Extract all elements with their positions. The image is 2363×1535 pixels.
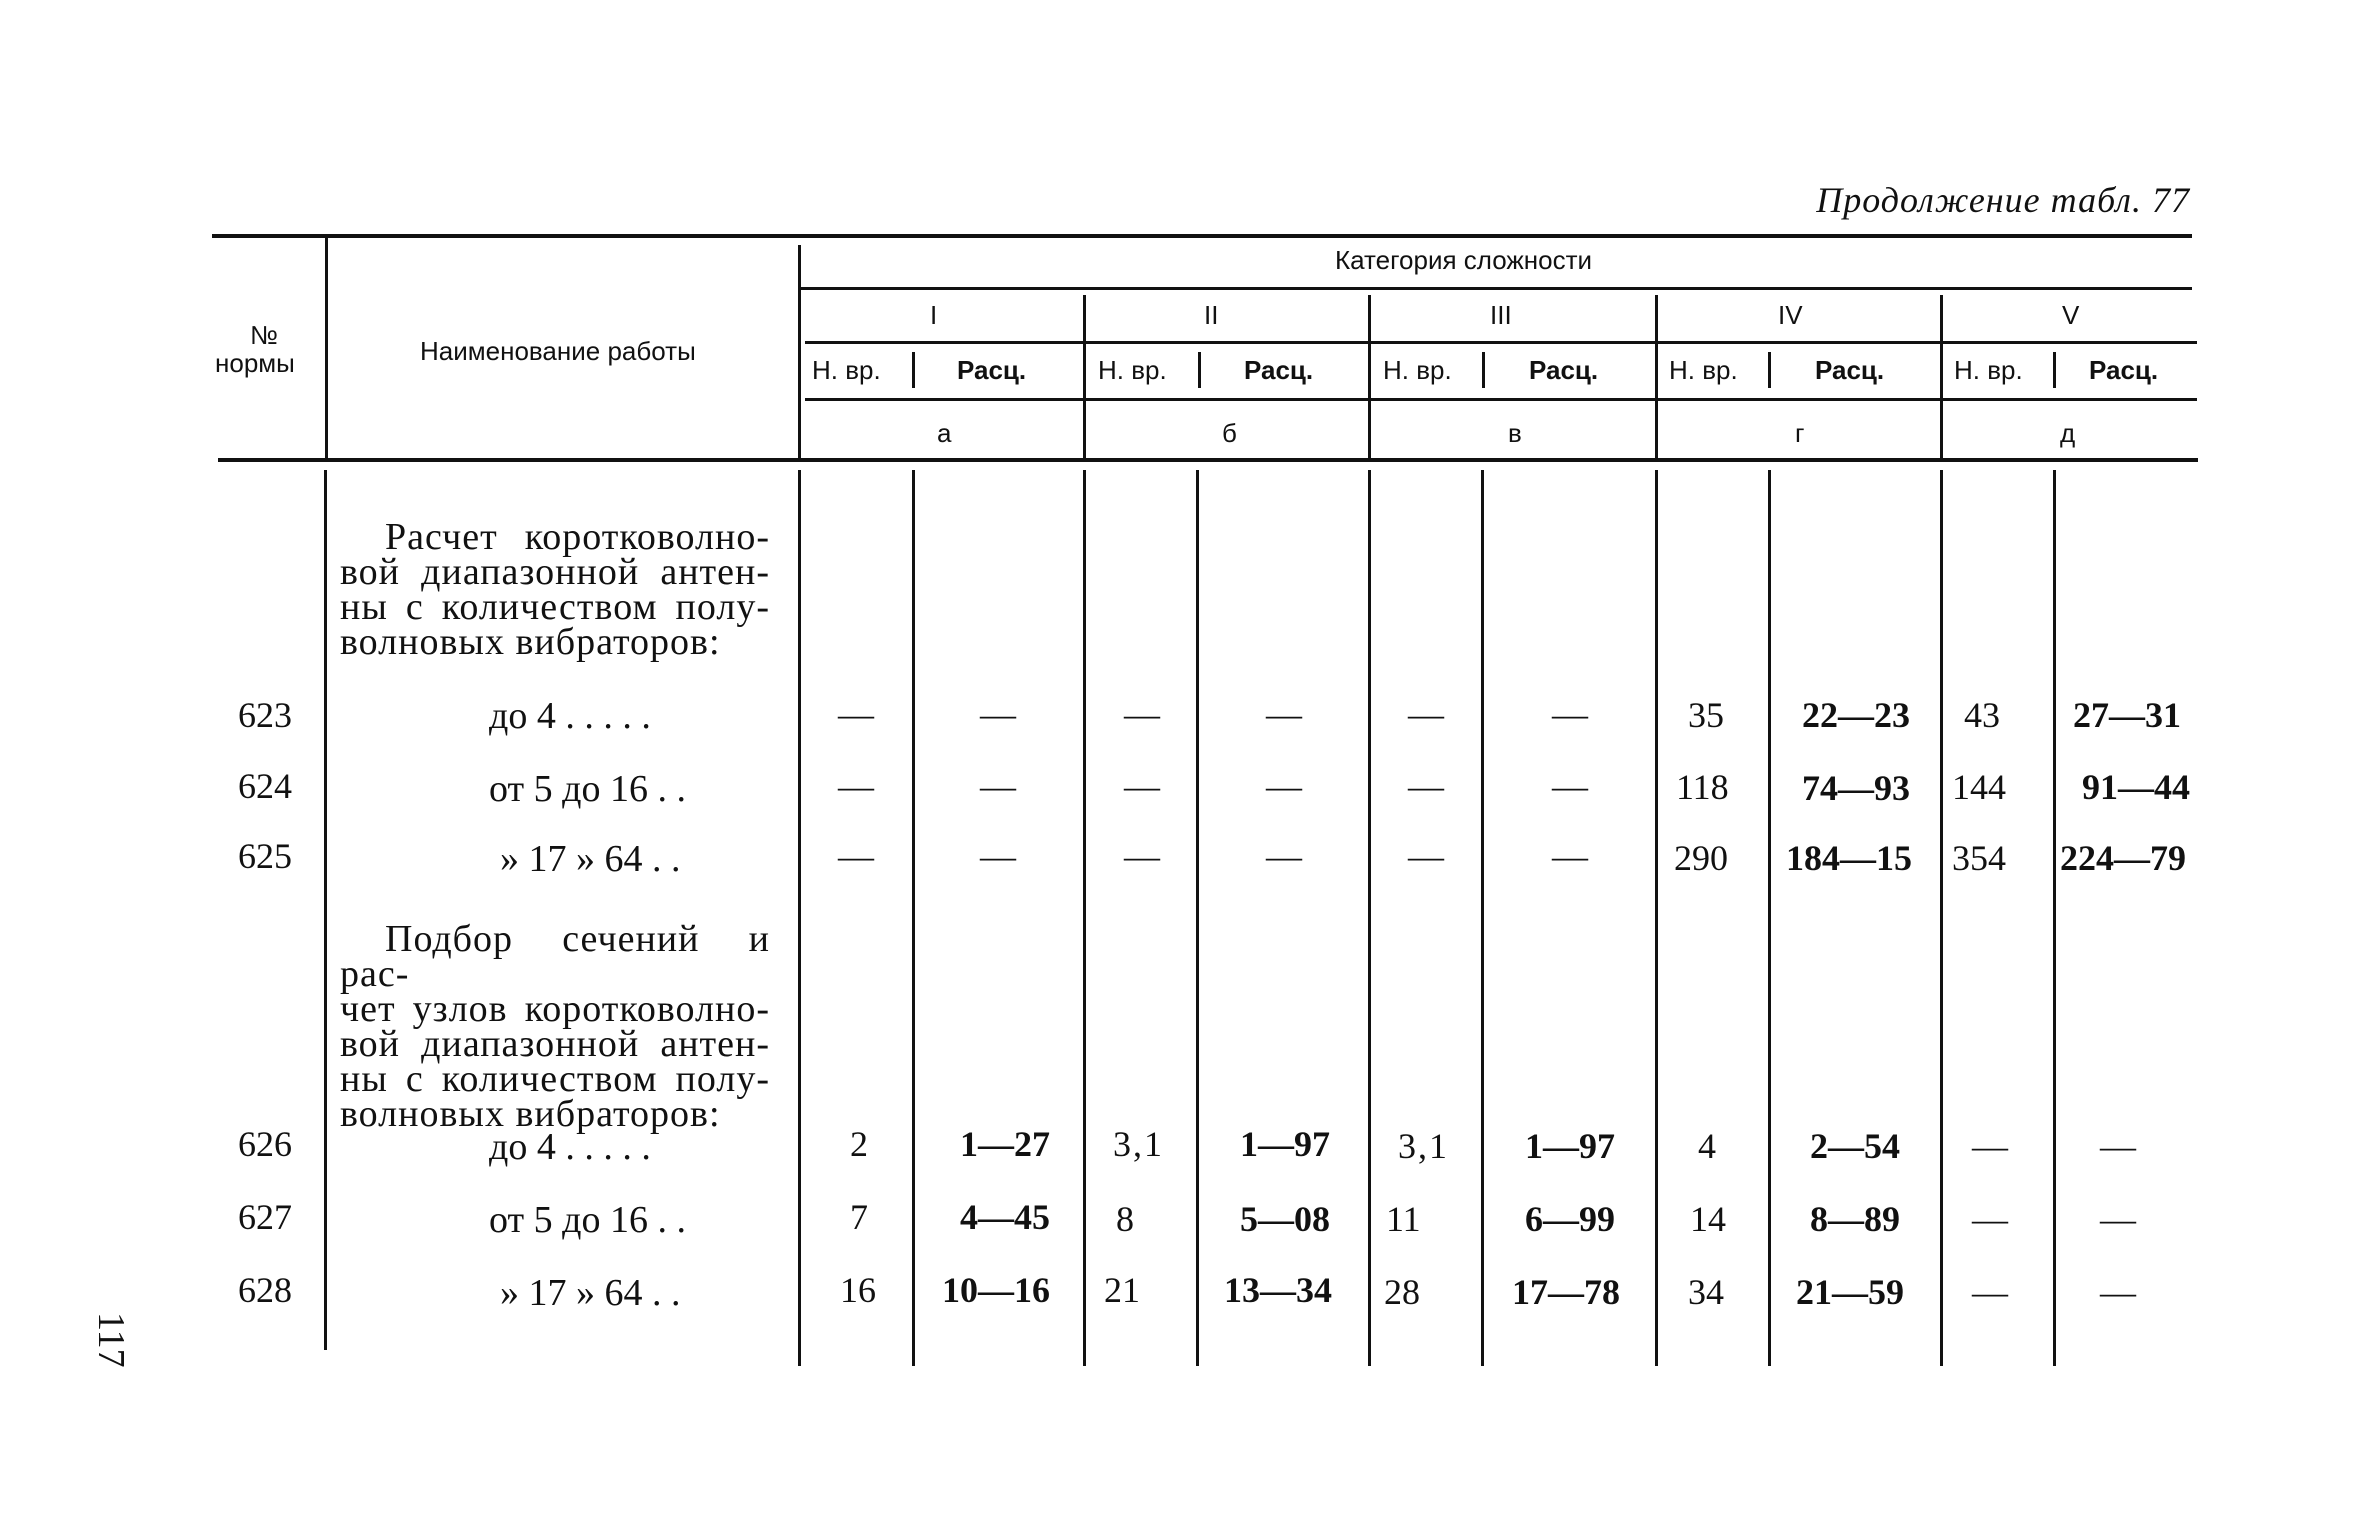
cell-time-5: 354 <box>1952 838 2006 878</box>
cell-rate-4: 2—54 <box>1810 1126 1900 1166</box>
cell-rate-5: 91—44 <box>2082 767 2190 807</box>
cell-rate-1: 4—45 <box>960 1197 1050 1237</box>
category-2: II <box>1204 300 1219 330</box>
row-no: 623 <box>238 695 292 735</box>
section-title-selection: Подбор сечений и рас- чет узлов коротковолно- вой диапазонной антен- ны с количеством полу- волновых вибраторов: <box>340 918 770 1135</box>
cell-rate-5: 224—79 <box>2060 838 2186 878</box>
cell-rate-3: 1—97 <box>1525 1126 1615 1166</box>
cell-time-4: 290 <box>1674 838 1728 878</box>
cell-rate-3: — <box>1552 836 1588 876</box>
sub-time-1: Н. вр. <box>812 355 881 385</box>
row-no: 626 <box>238 1124 292 1164</box>
letter-b: б <box>1222 418 1237 448</box>
cell-time-3: 28 <box>1384 1272 1420 1312</box>
sub-sep-3 <box>1482 352 1485 388</box>
cell-rate-4: 8—89 <box>1810 1199 1900 1239</box>
body-divider-10 <box>2053 470 2056 1366</box>
cell-time-3: 11 <box>1386 1199 1421 1239</box>
cell-rate-2: — <box>1266 766 1302 806</box>
header-top-rule <box>212 234 2192 238</box>
sub-time-4: Н. вр. <box>1669 355 1738 385</box>
cell-rate-2: — <box>1266 694 1302 734</box>
cell-time-4: 14 <box>1690 1199 1726 1239</box>
cell-rate-4: 22—23 <box>1802 695 1910 735</box>
row-name: от 5 до 16 . . <box>489 768 686 810</box>
letter-g: г <box>1795 418 1805 448</box>
cell-time-3: 3,1 <box>1398 1126 1449 1166</box>
row-no: 625 <box>238 836 292 876</box>
row-name: от 5 до 16 . . <box>489 1199 686 1241</box>
sub-sep-2 <box>1198 352 1201 388</box>
cell-rate-4: 184—15 <box>1786 838 1912 878</box>
sub-sep-5 <box>2053 352 2056 388</box>
letter-a: а <box>937 418 952 448</box>
cell-time-4: 34 <box>1688 1272 1724 1312</box>
category-1: I <box>930 300 938 330</box>
letter-v: в <box>1508 418 1522 448</box>
cell-time-5: 43 <box>1964 695 2000 735</box>
cell-time-4: 4 <box>1698 1126 1716 1166</box>
category-5: V <box>2062 300 2080 330</box>
cell-time-4: 35 <box>1688 695 1724 735</box>
header-divider-cat5 <box>1940 295 1943 458</box>
cell-time-2: 8 <box>1116 1199 1134 1239</box>
cell-time-2: 21 <box>1104 1270 1140 1310</box>
col-name-header: Наименование работы <box>420 336 696 366</box>
cell-time-5: — <box>1972 1199 2008 1239</box>
sub-rate-3: Расц. <box>1529 355 1599 385</box>
sub-sep-4 <box>1768 352 1771 388</box>
cell-time-1: — <box>838 836 874 876</box>
body-divider-3 <box>1083 470 1086 1366</box>
cell-rate-1: — <box>980 694 1016 734</box>
sub-rate-5: Расц. <box>2089 355 2159 385</box>
body-divider-4 <box>1196 470 1199 1366</box>
subheader-rule <box>805 398 2197 401</box>
cell-rate-3: — <box>1552 694 1588 734</box>
cell-rate-5: — <box>2100 1199 2136 1239</box>
cell-time-3: — <box>1408 836 1444 876</box>
cell-time-5: 144 <box>1952 767 2006 807</box>
sub-time-2: Н. вр. <box>1098 355 1167 385</box>
header-divider-no <box>325 238 328 458</box>
header-divider-cat4 <box>1655 295 1658 458</box>
cell-time-5: — <box>1972 1126 2008 1166</box>
cell-time-1: 7 <box>850 1197 868 1237</box>
cell-rate-3: 17—78 <box>1512 1272 1620 1312</box>
sub-sep-1 <box>912 352 915 388</box>
cell-rate-1: 1—27 <box>960 1124 1050 1164</box>
cell-rate-3: 6—99 <box>1525 1199 1615 1239</box>
cell-time-1: — <box>838 694 874 734</box>
cell-rate-4: 74—93 <box>1802 768 1910 808</box>
body-divider-7 <box>1655 470 1658 1366</box>
cell-time-2: — <box>1124 766 1160 806</box>
header-divider-name <box>798 245 801 458</box>
cell-time-5: — <box>1972 1272 2008 1312</box>
category-3: III <box>1490 300 1512 330</box>
sub-rate-4: Расц. <box>1815 355 1885 385</box>
body-divider-8 <box>1768 470 1771 1366</box>
sub-time-3: Н. вр. <box>1383 355 1452 385</box>
col-no-header-symbol: № <box>250 320 278 350</box>
cell-time-2: 3,1 <box>1113 1124 1164 1164</box>
sub-time-5: Н. вр. <box>1954 355 2023 385</box>
cell-time-2: — <box>1124 836 1160 876</box>
row-name: до 4 . . . . . <box>489 695 651 737</box>
body-divider-1 <box>798 470 801 1366</box>
cell-rate-2: 5—08 <box>1240 1199 1330 1239</box>
cell-rate-2: 1—97 <box>1240 1124 1330 1164</box>
table-caption: Продолжение табл. 77 <box>1816 180 2190 220</box>
category-title: Категория сложности <box>1335 245 1593 275</box>
sub-rate-1: Расц. <box>957 355 1027 385</box>
category-4: IV <box>1778 300 1803 330</box>
header-divider-cat2 <box>1083 295 1086 458</box>
cell-rate-2: — <box>1266 836 1302 876</box>
row-no: 628 <box>238 1270 292 1310</box>
letter-d: д <box>2060 418 2076 448</box>
cell-time-3: — <box>1408 694 1444 734</box>
cell-rate-1: — <box>980 766 1016 806</box>
cell-rate-5: — <box>2100 1126 2136 1166</box>
row-name: до 4 . . . . . <box>489 1126 651 1168</box>
sub-rate-2: Расц. <box>1244 355 1314 385</box>
body-divider-9 <box>1940 470 1943 1366</box>
cell-time-1: 16 <box>840 1270 876 1310</box>
body-divider-name <box>324 470 327 1350</box>
body-divider-5 <box>1368 470 1371 1366</box>
cell-rate-1: — <box>980 836 1016 876</box>
cell-time-3: — <box>1408 766 1444 806</box>
cell-time-4: 118 <box>1676 767 1729 807</box>
page-number: 117 <box>90 1312 132 1368</box>
section-title-calc: Расчет коротковолно- вой диапазонной антен- ны с количеством полу- волновых вибраторов: <box>340 516 770 663</box>
cell-time-2: — <box>1124 694 1160 734</box>
body-divider-6 <box>1481 470 1484 1366</box>
row-no: 627 <box>238 1197 292 1237</box>
header-bottom-rule <box>218 458 2198 462</box>
cell-time-1: — <box>838 766 874 806</box>
header-divider-cat3 <box>1368 295 1371 458</box>
cell-rate-3: — <box>1552 766 1588 806</box>
body-divider-2 <box>912 470 915 1366</box>
col-no-header-label: нормы <box>215 348 295 378</box>
cell-rate-5: 27—31 <box>2073 695 2181 735</box>
row-name: » 17 » 64 . . <box>500 1272 681 1314</box>
cell-rate-5: — <box>2100 1272 2136 1312</box>
cell-rate-1: 10—16 <box>942 1270 1050 1310</box>
cell-time-1: 2 <box>850 1124 868 1164</box>
cell-rate-2: 13—34 <box>1224 1270 1332 1310</box>
row-name: » 17 » 64 . . <box>500 838 681 880</box>
row-no: 624 <box>238 766 292 806</box>
category-rule <box>805 341 2197 344</box>
category-title-rule <box>800 287 2192 290</box>
cell-rate-4: 21—59 <box>1796 1272 1904 1312</box>
